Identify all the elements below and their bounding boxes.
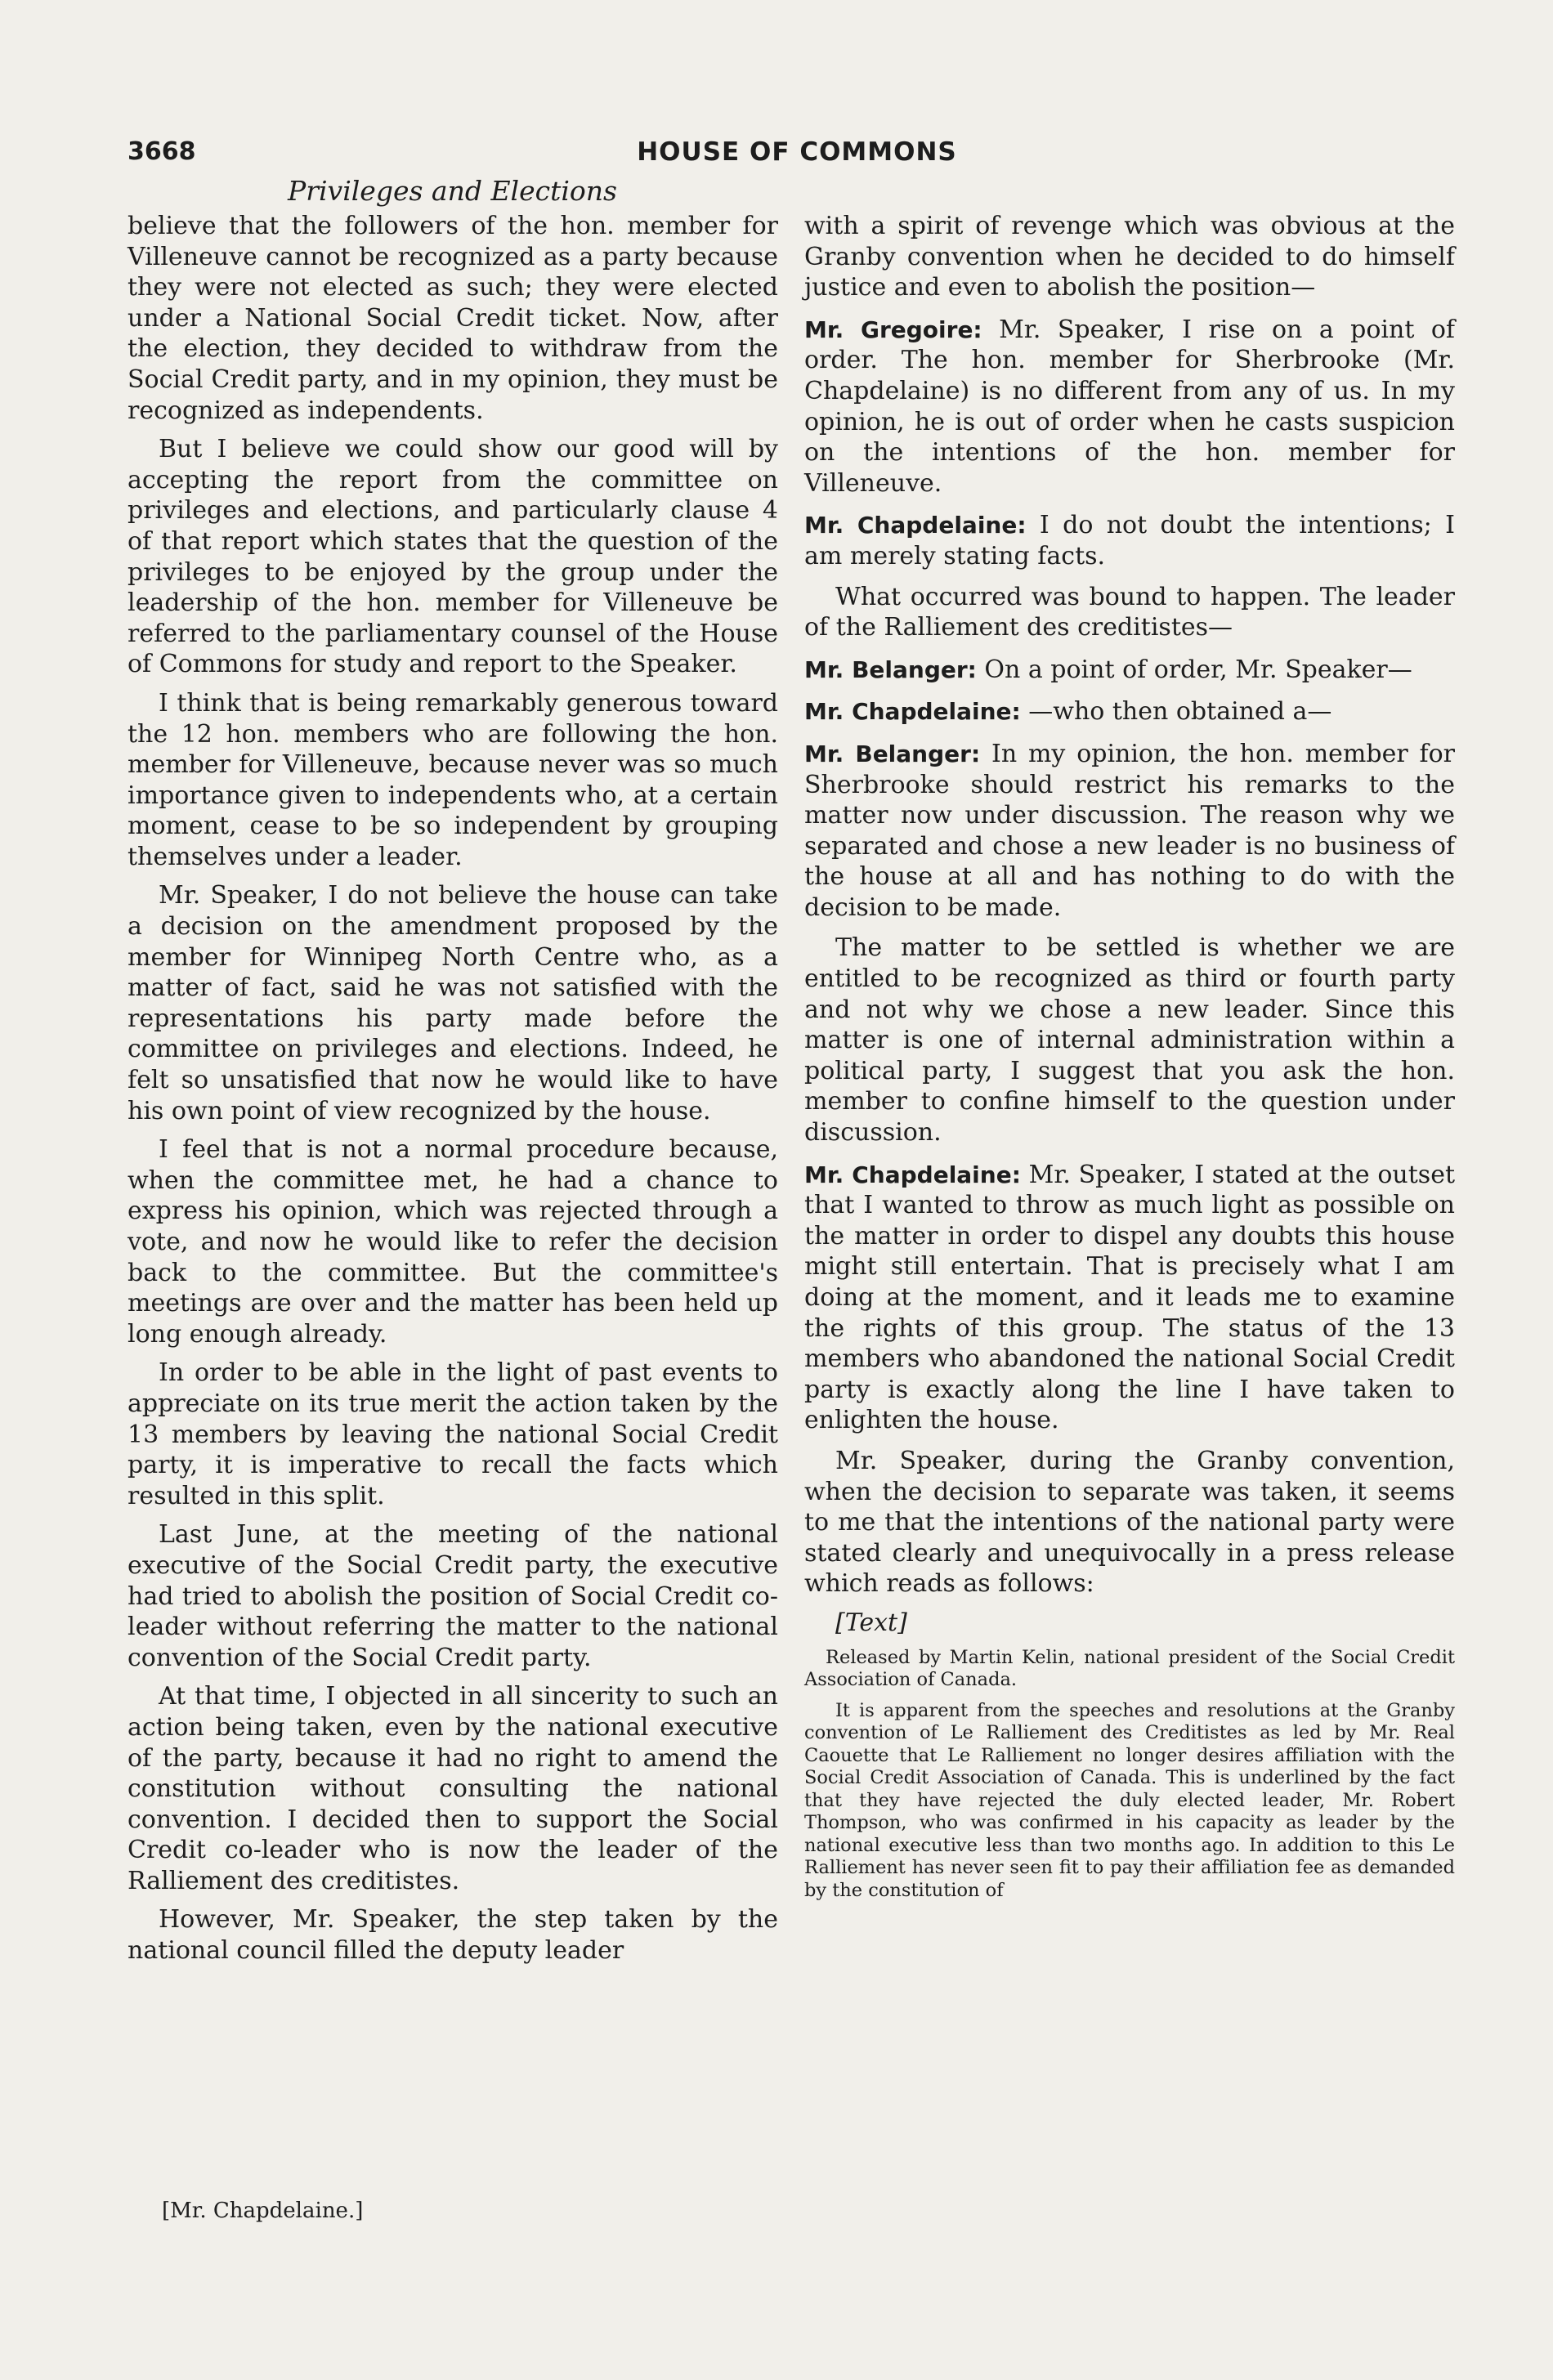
speech-text: On a point of order, Mr. Speaker—	[984, 655, 1412, 684]
speech-text: I do not doubt the intentions; I am merely stating facts.	[804, 511, 1455, 570]
paragraph: The matter to be settled is whether we are entitled to be recognized as third or fourth party and not why we chose a new leader. Since this matter is one of internal administration within a political party, I suggest that you ask the hon. member to confine himself to the question under discussion.	[804, 933, 1455, 1148]
speech-text: Mr. Speaker, I rise on a point of order. The hon. member for Sherbrooke (Mr. Chapdelaine) is no different from any of us. In my opinion, he is out of order when he casts suspicion on the intentions of the hon. member for Villeneuve.	[804, 315, 1455, 498]
footer-speaker-note: [Mr. Chapdelaine.]	[162, 2199, 364, 2223]
speech	[804, 739, 1455, 924]
right-column	[804, 211, 1455, 1910]
quoted-release: Released by Martin Kelin, national president of the Social Credit Association of Canada.	[804, 1646, 1455, 1691]
paragraph: However, Mr. Speaker, the step taken by the national council filled the deputy leader	[128, 1905, 778, 1966]
speaker-name: Mr. Gregoire:	[804, 315, 982, 343]
page-header	[128, 137, 1466, 173]
speaker-name: Mr. Belanger:	[804, 740, 981, 767]
speaker-name: Mr. Chapdelaine:	[804, 1161, 1021, 1188]
speaker-name: Mr. Chapdelaine:	[804, 512, 1027, 539]
speech-text: —who then obtained a—	[1028, 697, 1332, 727]
paragraph: Mr. Speaker, during the Granby convention, when the decision to separate was taken, it seems to me that the intentions of the national party were stated clearly and unequivocally in a press release which reads as follows:	[804, 1446, 1455, 1599]
speech	[804, 315, 1455, 499]
paragraph: I think that is being remarkably generous toward the 12 hon. members who are following the hon. member for Villeneuve, because never was so much importance given to independents who, at a certain moment, cease to be so independent by grouping themselves under a leader.	[128, 688, 778, 871]
page-number: 3668	[128, 137, 196, 166]
paragraph: Mr. Speaker, I do not believe the house can take a decision on the amendment proposed by the member for Winnipeg North Centre who, as a matter of fact, said he was not satisfied with the representations his party made before the committee on privileges and elections. Indeed, he felt so unsatisfied that now he would like to have his own point of view recognized by the house.	[128, 881, 778, 1125]
paragraph: believe that the followers of the hon. member for Villeneuve cannot be recognized as a party because they were not elected as such; they were elected under a National Social Credit ticket. Now, after the election, they decided to withdraw from the Social Credit party, and in my opinion, they must be recognized as independents.	[128, 212, 778, 425]
left-column	[128, 211, 778, 1975]
quoted-release: It is apparent from the speeches and resolutions at the Granby convention of Le Ralliement des Creditistes as led by Mr. Real Caouette that Le Ralliement no longer desires affiliation with the Social Credit Association of Canada. This is underlined by the fact that they have rejected the duly elected leader, Mr. Robert Thompson, who was confirmed in his capacity as leader by the national executive less than two months ago. In addition to this Le Ralliement has never seen fit to pay their affiliation fee as demanded by the constitution of	[804, 1699, 1455, 1901]
speech	[804, 510, 1455, 571]
paragraph: with a spirit of revenge which was obvious at the Granby convention when he decided to do himself justice and even to abolish the position—	[804, 212, 1455, 302]
paragraph: What occurred was bound to happen. The leader of the Ralliement des creditistes—	[804, 582, 1455, 642]
paragraph: At that time, I objected in all sincerity to such an action being taken, even by the national executive of the party, because it had no right to amend the constitution without consulting the national convention. I decided then to support the Social Credit co-leader who is now the leader of the Ralliement des creditistes.	[128, 1682, 778, 1895]
text-label: [Text]	[835, 1608, 907, 1637]
journal-title: HOUSE OF COMMONS	[637, 137, 957, 167]
paragraph: Last June, at the meeting of the national executive of the Social Credit party, the executive had tried to abolish the position of Social Credit co-leader without referring the matter to the national convention of the Social Credit party.	[128, 1520, 778, 1672]
speech	[804, 655, 1455, 686]
speaker-name: Mr. Belanger:	[804, 655, 977, 683]
speaker-name: Mr. Chapdelaine:	[804, 698, 1021, 726]
speech	[804, 1160, 1455, 1436]
speech	[804, 696, 1455, 727]
section-title: Privileges and Elections	[288, 175, 617, 207]
paragraph: But I believe we could show our good will by accepting the report from the committee on privileges and elections, and particularly clause 4 of that report which states that the question of the privileges to be enjoyed by the group under the leadership of the hon. member for Villeneuve be referred to the parliamentary counsel of the House of Commons for study and report to the Speaker.	[128, 435, 778, 679]
speech-text: In my opinion, the hon. member for Sherbrooke should restrict his remarks to the matter now under discussion. The reason why we separated and chose a new leader is no business of the house at all and has nothing to do with the decision to be made.	[804, 739, 1455, 922]
speech-text: Mr. Speaker, I stated at the outset that I wanted to throw as much light as possible on the matter in order to dispel any doubts this house might still entertain. That is precisely what I am doing at the moment, and it leads me to examine the rights of this group. The status of the 13 members who abandoned the national Social Credit party is exactly along the line I have taken to enlighten the house.	[804, 1160, 1455, 1435]
paragraph: In order to be able in the light of past events to appreciate on its true merit the action taken by the 13 members by leaving the national Social Credit party, it is imperative to recall the facts which resulted in this split.	[128, 1358, 778, 1510]
paragraph: I feel that is not a normal procedure because, when the committee met, he had a chance to express his opinion, which was rejected through a vote, and now he would like to refer the decision back to the committee. But the committee's meetings are over and the matter has been held up long enough already.	[128, 1135, 778, 1349]
